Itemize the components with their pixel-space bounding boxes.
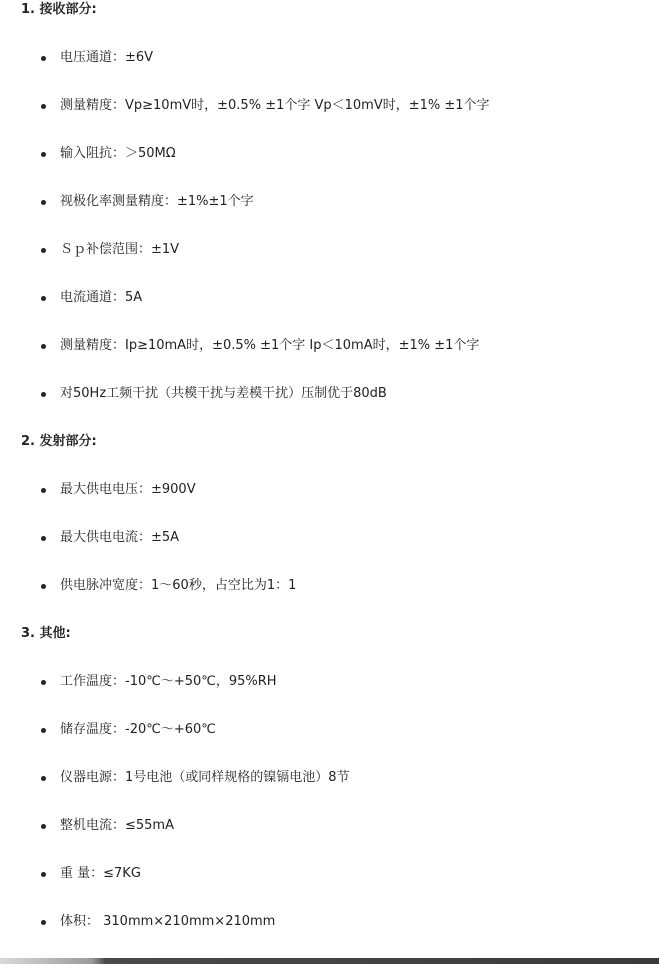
list-item-text: 体积： 310mm×210mm×210mm [60, 914, 276, 929]
list-item-text: 最大供电电压：±900V [60, 482, 196, 497]
list-item [41, 528, 179, 548]
bullet-icon [41, 488, 46, 493]
bullet-icon [41, 248, 46, 253]
list-item [41, 240, 179, 260]
bullet-icon [41, 824, 46, 829]
horizontal-scrollbar[interactable] [0, 958, 659, 964]
list-item [41, 576, 296, 596]
list-item-text: 重 量：≤7KG [60, 866, 141, 881]
bullet-icon [41, 296, 46, 301]
section-heading-transmitting: 2. 发射部分: [21, 434, 97, 449]
list-item [41, 192, 254, 212]
bullet-icon [41, 536, 46, 541]
list-item [41, 768, 350, 788]
list-item-text: 输入阻抗：＞50MΩ [60, 146, 176, 161]
bullet-icon [41, 920, 46, 925]
bullet-icon [41, 152, 46, 157]
list-item-text: 电流通道：5A [60, 290, 143, 305]
bullet-icon [41, 392, 46, 397]
list-item [41, 864, 141, 884]
list-item [41, 144, 176, 164]
bullet-icon [41, 200, 46, 205]
list-item-text: 测量精度：Ip≥10mA时，±0.5% ±1个字 Ip＜10mA时，±1% ±1个字 [60, 338, 480, 353]
list-item [41, 912, 275, 932]
list-item-text: 对50Hz工频干扰（共模干扰与差模干扰）压制优于80dB [60, 386, 387, 401]
list-item-text: 视极化率测量精度：±1%±1个字 [60, 194, 254, 209]
list-item [41, 48, 153, 68]
list-item-text: 测量精度：Vp≥10mV时，±0.5% ±1个字 Vp＜10mV时，±1% ±1个字 [60, 98, 490, 113]
list-item [41, 96, 490, 116]
list-item-text: 工作温度：-10℃～+50℃，95%RH [60, 674, 277, 689]
section-heading-receiving: 1. 接收部分: [21, 2, 97, 17]
bullet-icon [41, 104, 46, 109]
list-item [41, 720, 216, 740]
list-item [41, 816, 174, 836]
list-item [41, 480, 196, 500]
list-item-text: 电压通道：±6V [60, 50, 154, 65]
bullet-icon [41, 584, 46, 589]
list-item [41, 336, 479, 356]
bullet-icon [41, 872, 46, 877]
bullet-icon [41, 344, 46, 349]
bullet-icon [41, 776, 46, 781]
list-item-text: 仪器电源：1号电池（或同样规格的镍镉电池）8节 [60, 770, 350, 785]
list-item-text: 最大供电电流：±5A [60, 530, 180, 545]
bullet-icon [41, 680, 46, 685]
list-item [41, 672, 277, 692]
list-item [41, 288, 142, 308]
list-item-text: 供电脉冲宽度：1～60秒，占空比为1：1 [60, 578, 297, 593]
list-item-text: 储存温度：-20℃～+60℃ [60, 722, 216, 737]
bullet-icon [41, 728, 46, 733]
list-item [41, 384, 387, 404]
section-heading-other: 3. 其他: [21, 626, 71, 641]
list-item-text: Ｓｐ补偿范围：±1V [60, 242, 180, 257]
list-item-text: 整机电流：≤55mA [60, 818, 174, 833]
bullet-icon [41, 56, 46, 61]
